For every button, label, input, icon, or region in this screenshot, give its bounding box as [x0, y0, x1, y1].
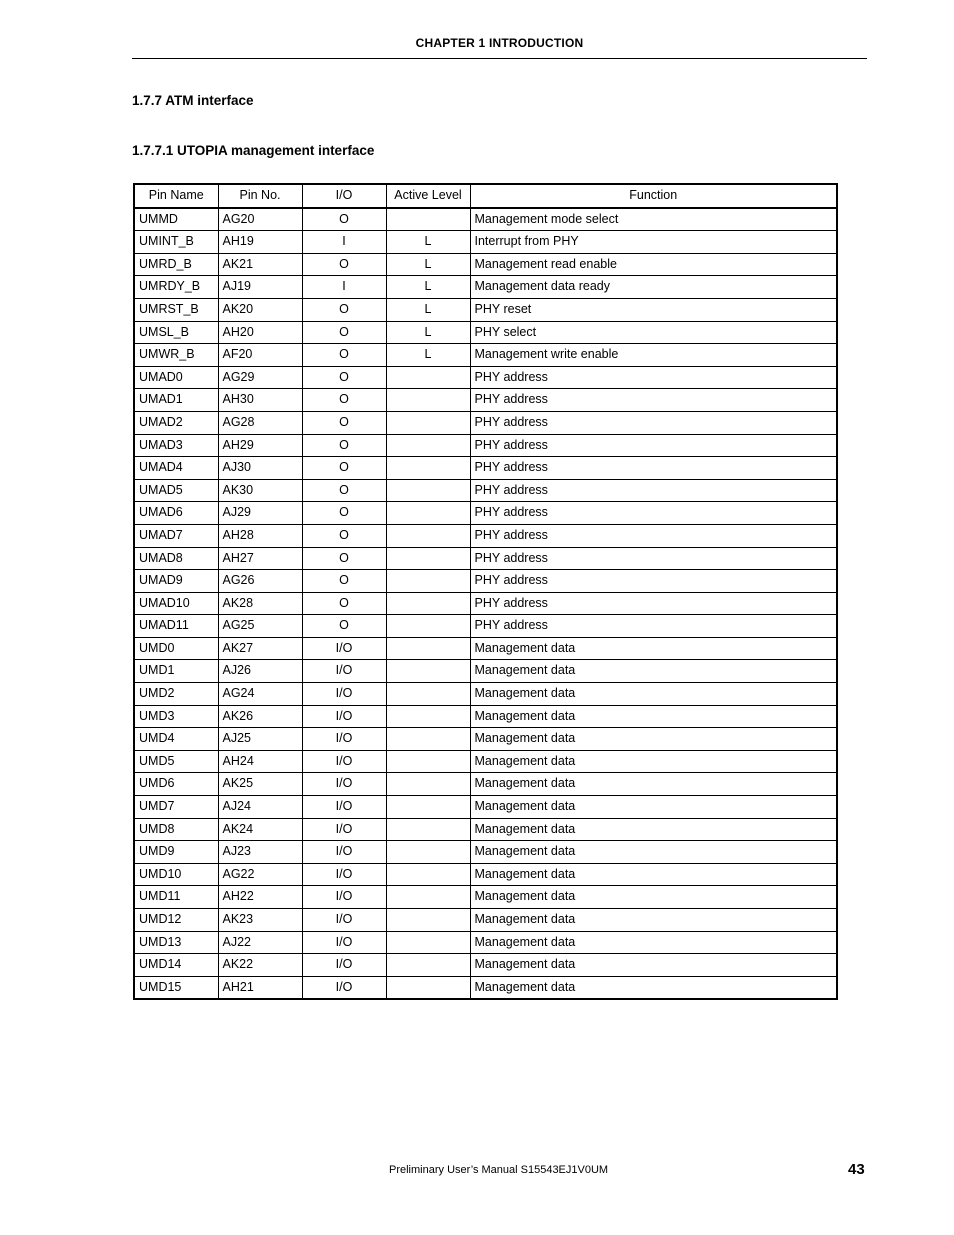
cell-active-level — [386, 909, 470, 932]
table-row — [134, 660, 837, 683]
table-row — [134, 931, 837, 954]
cell-pin-no: AG28 — [218, 411, 302, 434]
cell-pin-name: UMAD8 — [134, 547, 218, 570]
cell-io: I/O — [302, 976, 386, 999]
table-row — [134, 298, 837, 321]
cell-active-level — [386, 976, 470, 999]
cell-active-level — [386, 728, 470, 751]
cell-pin-no: AJ25 — [218, 728, 302, 751]
cell-io: O — [302, 366, 386, 389]
table-row — [134, 909, 837, 932]
table-row — [134, 886, 837, 909]
cell-pin-no: AJ24 — [218, 796, 302, 819]
cell-pin-no: AH20 — [218, 321, 302, 344]
table-row — [134, 231, 837, 254]
cell-pin-no: AJ26 — [218, 660, 302, 683]
cell-io: I/O — [302, 705, 386, 728]
cell-io: I/O — [302, 863, 386, 886]
cell-io: O — [302, 547, 386, 570]
cell-function: PHY address — [470, 411, 837, 434]
cell-pin-name: UMD7 — [134, 796, 218, 819]
cell-pin-name: UMD9 — [134, 841, 218, 864]
cell-function: Management write enable — [470, 344, 837, 367]
cell-active-level — [386, 773, 470, 796]
table-row — [134, 434, 837, 457]
cell-function: Management read enable — [470, 253, 837, 276]
table-row — [134, 773, 837, 796]
cell-active-level — [386, 954, 470, 977]
cell-io: O — [302, 298, 386, 321]
cell-pin-name: UMRDY_B — [134, 276, 218, 299]
pin-table — [133, 183, 838, 1000]
cell-pin-no: AH28 — [218, 524, 302, 547]
cell-pin-no: AH30 — [218, 389, 302, 412]
cell-active-level — [386, 366, 470, 389]
cell-function: Management data — [470, 954, 837, 977]
table-row — [134, 705, 837, 728]
cell-io: O — [302, 321, 386, 344]
cell-active-level: L — [386, 344, 470, 367]
table-row — [134, 547, 837, 570]
cell-io: I/O — [302, 909, 386, 932]
cell-pin-no: AH24 — [218, 750, 302, 773]
cell-io: I/O — [302, 841, 386, 864]
cell-io: I/O — [302, 637, 386, 660]
cell-io: I/O — [302, 773, 386, 796]
table-row — [134, 457, 837, 480]
cell-pin-name: UMD4 — [134, 728, 218, 751]
cell-active-level — [386, 502, 470, 525]
cell-io: O — [302, 457, 386, 480]
cell-io: I/O — [302, 954, 386, 977]
cell-pin-no: AG26 — [218, 570, 302, 593]
cell-pin-name: UMRD_B — [134, 253, 218, 276]
cell-function: Management data — [470, 796, 837, 819]
cell-pin-name: UMAD0 — [134, 366, 218, 389]
cell-pin-no: AH22 — [218, 886, 302, 909]
cell-function: PHY select — [470, 321, 837, 344]
cell-pin-no: AJ29 — [218, 502, 302, 525]
cell-pin-no: AK21 — [218, 253, 302, 276]
cell-active-level — [386, 705, 470, 728]
cell-pin-no: AK26 — [218, 705, 302, 728]
cell-function: Management data — [470, 863, 837, 886]
cell-active-level: L — [386, 321, 470, 344]
cell-function: PHY address — [470, 434, 837, 457]
cell-io: O — [302, 434, 386, 457]
cell-function: PHY address — [470, 570, 837, 593]
cell-io: O — [302, 524, 386, 547]
table-row — [134, 208, 837, 231]
cell-io: I/O — [302, 818, 386, 841]
cell-active-level — [386, 750, 470, 773]
cell-function: PHY address — [470, 457, 837, 480]
cell-active-level — [386, 931, 470, 954]
cell-function: Management data — [470, 976, 837, 999]
cell-pin-no: AH27 — [218, 547, 302, 570]
cell-pin-name: UMD5 — [134, 750, 218, 773]
cell-io: I/O — [302, 660, 386, 683]
cell-io: O — [302, 208, 386, 231]
cell-pin-name: UMD0 — [134, 637, 218, 660]
cell-pin-no: AG20 — [218, 208, 302, 231]
section-title: 1.7.7 ATM interface — [132, 93, 254, 108]
cell-pin-no: AK28 — [218, 592, 302, 615]
cell-pin-no: AH19 — [218, 231, 302, 254]
cell-pin-name: UMD11 — [134, 886, 218, 909]
cell-function: Management data — [470, 660, 837, 683]
cell-pin-name: UMD1 — [134, 660, 218, 683]
cell-io: I/O — [302, 931, 386, 954]
cell-active-level — [386, 547, 470, 570]
table-row — [134, 615, 837, 638]
cell-function: PHY address — [470, 524, 837, 547]
cell-pin-no: AG22 — [218, 863, 302, 886]
table-row — [134, 276, 837, 299]
table-row — [134, 796, 837, 819]
table-row — [134, 683, 837, 706]
cell-pin-name: UMAD10 — [134, 592, 218, 615]
chapter-header: CHAPTER 1 INTRODUCTION — [132, 36, 867, 59]
cell-io: O — [302, 502, 386, 525]
cell-io: O — [302, 411, 386, 434]
cell-function: Management data — [470, 683, 837, 706]
table-row — [134, 976, 837, 999]
cell-io: I/O — [302, 796, 386, 819]
cell-active-level — [386, 637, 470, 660]
cell-function: PHY address — [470, 502, 837, 525]
cell-pin-name: UMAD2 — [134, 411, 218, 434]
table-row — [134, 502, 837, 525]
cell-function: Management data — [470, 909, 837, 932]
cell-active-level — [386, 524, 470, 547]
cell-function: Management data — [470, 705, 837, 728]
cell-function: Management data — [470, 637, 837, 660]
cell-pin-no: AF20 — [218, 344, 302, 367]
cell-function: PHY address — [470, 547, 837, 570]
cell-io: I/O — [302, 886, 386, 909]
cell-pin-name: UMD6 — [134, 773, 218, 796]
cell-function: Management data — [470, 750, 837, 773]
cell-pin-no: AK20 — [218, 298, 302, 321]
column-header-io: I/O — [302, 184, 386, 208]
cell-pin-name: UMWR_B — [134, 344, 218, 367]
column-header-active-level: Active Level — [386, 184, 470, 208]
cell-active-level — [386, 208, 470, 231]
column-header-pin-name: Pin Name — [134, 184, 218, 208]
page-number: 43 — [848, 1161, 865, 1178]
cell-active-level: L — [386, 276, 470, 299]
cell-pin-name: UMMD — [134, 208, 218, 231]
column-header-function: Function — [470, 184, 837, 208]
cell-io: O — [302, 389, 386, 412]
cell-io: I — [302, 231, 386, 254]
table-row — [134, 344, 837, 367]
cell-function: Management data — [470, 886, 837, 909]
cell-io: O — [302, 570, 386, 593]
cell-io: O — [302, 592, 386, 615]
cell-pin-no: AK30 — [218, 479, 302, 502]
column-header-pin-no: Pin No. — [218, 184, 302, 208]
cell-active-level — [386, 411, 470, 434]
table-row — [134, 389, 837, 412]
cell-pin-no: AK24 — [218, 818, 302, 841]
cell-active-level: L — [386, 298, 470, 321]
cell-pin-name: UMAD3 — [134, 434, 218, 457]
table-row — [134, 954, 837, 977]
table-row — [134, 366, 837, 389]
cell-io: I — [302, 276, 386, 299]
cell-active-level — [386, 479, 470, 502]
cell-active-level — [386, 683, 470, 706]
cell-pin-name: UMINT_B — [134, 231, 218, 254]
table-row — [134, 750, 837, 773]
cell-active-level — [386, 886, 470, 909]
cell-pin-no: AK22 — [218, 954, 302, 977]
cell-pin-no: AJ22 — [218, 931, 302, 954]
cell-pin-name: UMAD4 — [134, 457, 218, 480]
cell-function: Management mode select — [470, 208, 837, 231]
table-header-row — [134, 184, 837, 208]
cell-function: Management data — [470, 728, 837, 751]
table-row — [134, 411, 837, 434]
cell-active-level — [386, 660, 470, 683]
cell-function: PHY address — [470, 615, 837, 638]
cell-pin-no: AK23 — [218, 909, 302, 932]
cell-function: Management data — [470, 841, 837, 864]
table-row — [134, 524, 837, 547]
cell-pin-no: AJ23 — [218, 841, 302, 864]
cell-pin-name: UMD12 — [134, 909, 218, 932]
cell-active-level — [386, 457, 470, 480]
cell-pin-name: UMAD5 — [134, 479, 218, 502]
table-row — [134, 253, 837, 276]
cell-pin-name: UMD8 — [134, 818, 218, 841]
cell-io: O — [302, 615, 386, 638]
table-row — [134, 728, 837, 751]
table-row — [134, 321, 837, 344]
cell-io: O — [302, 253, 386, 276]
pin-table-body — [134, 208, 837, 1000]
cell-active-level — [386, 570, 470, 593]
table-row — [134, 863, 837, 886]
cell-io: I/O — [302, 750, 386, 773]
cell-pin-name: UMD2 — [134, 683, 218, 706]
cell-pin-no: AJ19 — [218, 276, 302, 299]
cell-pin-name: UMAD9 — [134, 570, 218, 593]
cell-function: Management data ready — [470, 276, 837, 299]
cell-function: Management data — [470, 818, 837, 841]
cell-active-level: L — [386, 231, 470, 254]
cell-active-level — [386, 434, 470, 457]
cell-function: PHY address — [470, 479, 837, 502]
cell-pin-name: UMD14 — [134, 954, 218, 977]
cell-function: PHY reset — [470, 298, 837, 321]
cell-pin-name: UMD13 — [134, 931, 218, 954]
cell-pin-no: AG29 — [218, 366, 302, 389]
cell-active-level — [386, 863, 470, 886]
cell-pin-no: AG25 — [218, 615, 302, 638]
cell-pin-name: UMSL_B — [134, 321, 218, 344]
cell-pin-name: UMRST_B — [134, 298, 218, 321]
cell-pin-no: AK27 — [218, 637, 302, 660]
subsection-title: 1.7.7.1 UTOPIA management interface — [132, 143, 375, 158]
footer-manual-title: Preliminary User’s Manual S15543EJ1V0UM — [389, 1164, 609, 1176]
cell-pin-name: UMAD1 — [134, 389, 218, 412]
cell-active-level — [386, 592, 470, 615]
cell-active-level — [386, 615, 470, 638]
cell-pin-name: UMD3 — [134, 705, 218, 728]
cell-active-level: L — [386, 253, 470, 276]
cell-io: I/O — [302, 728, 386, 751]
table-row — [134, 841, 837, 864]
table-row — [134, 479, 837, 502]
cell-pin-name: UMD10 — [134, 863, 218, 886]
cell-pin-no: AJ30 — [218, 457, 302, 480]
cell-function: PHY address — [470, 389, 837, 412]
cell-pin-no: AH21 — [218, 976, 302, 999]
cell-pin-name: UMAD7 — [134, 524, 218, 547]
cell-pin-name: UMAD11 — [134, 615, 218, 638]
cell-pin-name: UMD15 — [134, 976, 218, 999]
cell-function: PHY address — [470, 366, 837, 389]
cell-io: I/O — [302, 683, 386, 706]
table-row — [134, 818, 837, 841]
cell-pin-no: AG24 — [218, 683, 302, 706]
cell-function: PHY address — [470, 592, 837, 615]
cell-active-level — [386, 389, 470, 412]
cell-pin-no: AK25 — [218, 773, 302, 796]
cell-pin-no: AH29 — [218, 434, 302, 457]
cell-function: Interrupt from PHY — [470, 231, 837, 254]
table-row — [134, 570, 837, 593]
cell-io: O — [302, 344, 386, 367]
cell-active-level — [386, 818, 470, 841]
cell-io: O — [302, 479, 386, 502]
cell-function: Management data — [470, 773, 837, 796]
table-row — [134, 637, 837, 660]
table-row — [134, 592, 837, 615]
cell-function: Management data — [470, 931, 837, 954]
cell-active-level — [386, 796, 470, 819]
cell-pin-name: UMAD6 — [134, 502, 218, 525]
cell-active-level — [386, 841, 470, 864]
